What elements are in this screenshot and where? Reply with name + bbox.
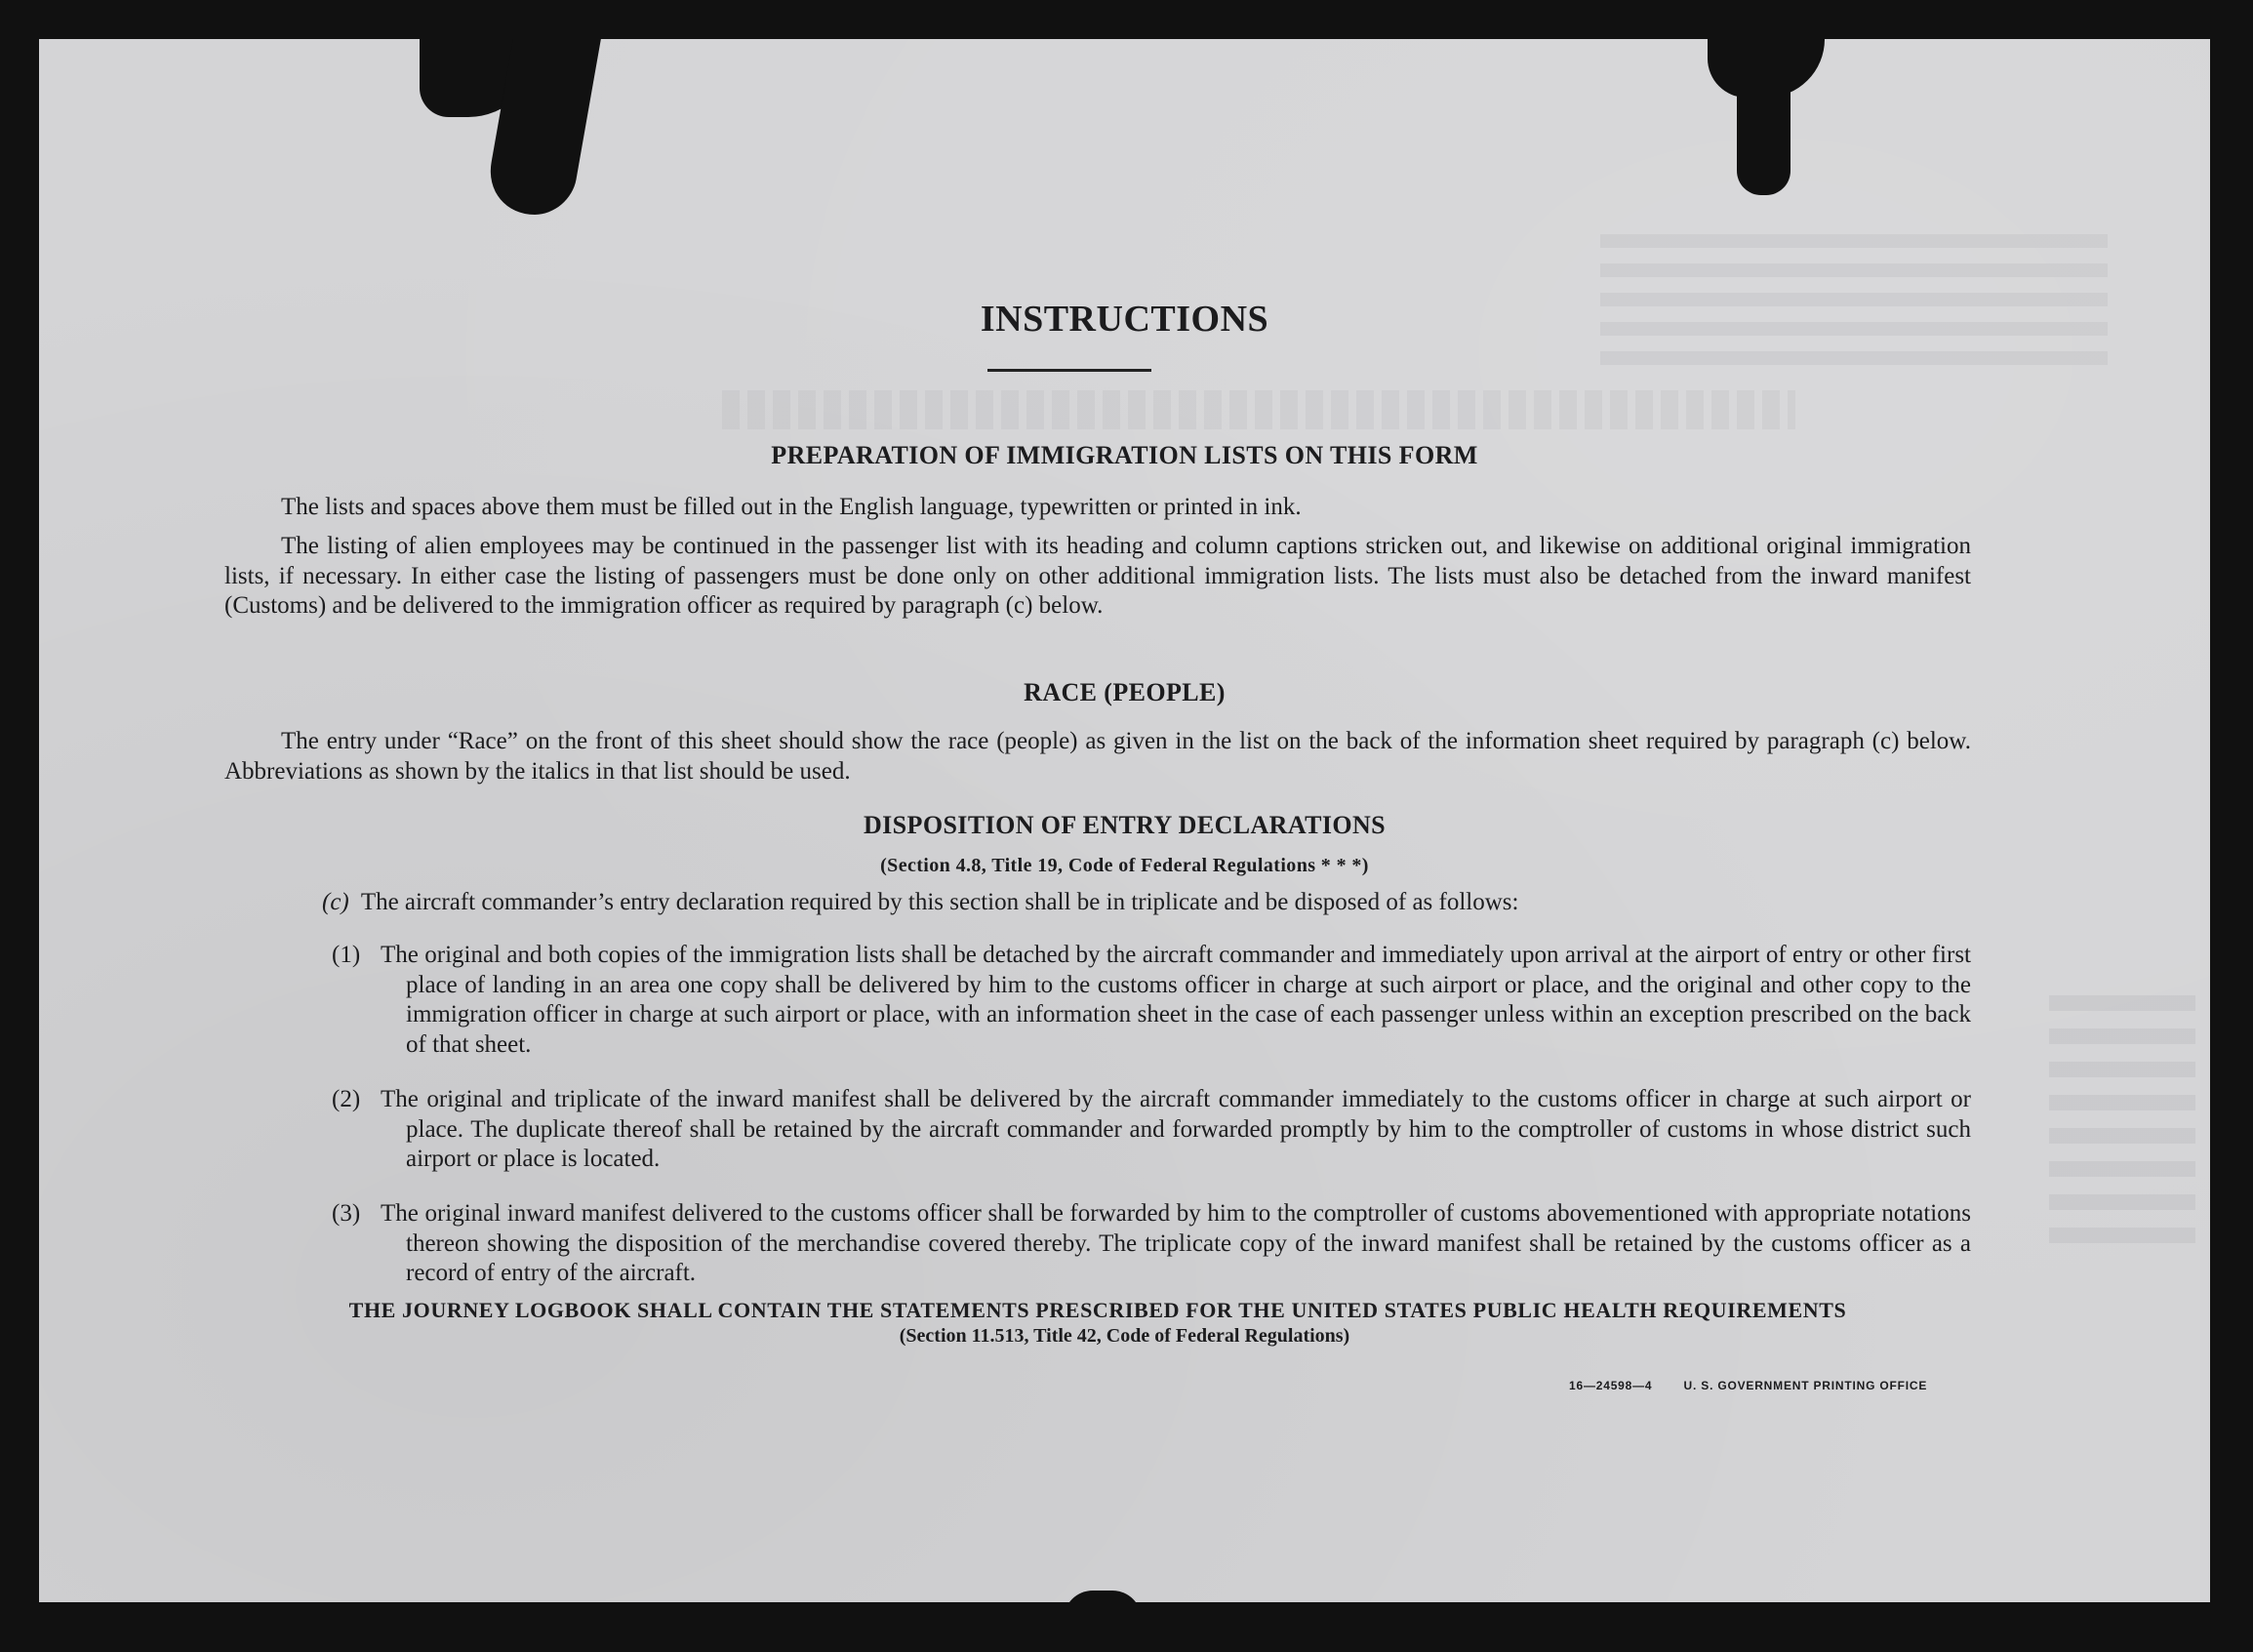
footer-reference: (Section 11.513, Title 42, Code of Federal Regulations) bbox=[899, 1325, 1350, 1347]
item-text: The original and triplicate of the inward manifest shall be delivered by the aircraft commander immediately to the customs officer in charge at such airport or place. The duplicate thereof shall be retained by the aircraft commander and forwarded promptly by him to the comptroller of customs in whose district such airport or place is located. bbox=[381, 1086, 1971, 1172]
print-code: 16—24598—4 bbox=[1569, 1379, 1653, 1392]
instructions-content bbox=[39, 39, 2210, 1602]
disposition-subheading: (Section 4.8, Title 19, Code of Federal Regulations * * *) bbox=[880, 855, 1369, 876]
page-title: INSTRUCTIONS bbox=[980, 299, 1269, 340]
intro-text: The aircraft commander’s entry declaration required by this section shall be in triplicate and be disposed of as follows: bbox=[360, 889, 1519, 915]
section-heading-preparation: PREPARATION OF IMMIGRATION LISTS ON THIS FORM bbox=[771, 441, 1478, 469]
printer-imprint bbox=[1569, 1379, 1927, 1392]
preparation-paragraph-1: The lists and spaces above them must be filled out in the English language, typewritten or printed in ink. bbox=[281, 494, 1302, 520]
item-text: The original and both copies of the immigration lists shall be detached by the aircraft commander and immediately upon arrival at the airport of entry or other first place of landing in an area one copy shall be delivered by him to the customs officer in charge at such airport or place, and the original and other copy to the immigration officer in charge at such airport or place, with an information sheet in the case of each passenger unless within an exception prescribed on the back of that sheet. bbox=[381, 942, 1971, 1058]
item-number: (3) bbox=[332, 1200, 361, 1227]
section-heading-disposition: DISPOSITION OF ENTRY DECLARATIONS bbox=[863, 811, 1387, 839]
item-number: (2) bbox=[332, 1086, 361, 1112]
list-item bbox=[332, 1199, 1971, 1289]
list-item bbox=[332, 1085, 1971, 1175]
intro-label: (c) bbox=[322, 889, 349, 915]
item-number: (1) bbox=[332, 942, 361, 968]
document-sheet bbox=[39, 39, 2210, 1602]
preparation-paragraph-2: The listing of alien employees may be continued in the passenger list with its heading and column captions stricken out, and likewise on additional original immigration lists, if necessary. In either case the listing of passengers must be done only on other additional immigration lists. The lists must also be detached from the inward manifest (Customs) and be delivered to the immigration officer as required by paragraph (c) below. bbox=[224, 533, 1971, 619]
footer-statement: THE JOURNEY LOGBOOK SHALL CONTAIN THE STATEMENTS PRESCRIBED FOR THE UNITED STATES PUBLIC HEALTH REQUIREMENTS bbox=[348, 1298, 1847, 1322]
printer-name: U. S. GOVERNMENT PRINTING OFFICE bbox=[1683, 1379, 1928, 1392]
section-heading-race: RACE (PEOPLE) bbox=[1024, 678, 1226, 706]
race-paragraph: The entry under “Race” on the front of this sheet should show the race (people) as given in the list on the back of the information sheet required by paragraph (c) below. Abbreviations as shown by the italics in that list should be used. bbox=[224, 728, 1971, 785]
item-text: The original inward manifest delivered to the customs officer shall be forwarded by him to the comptroller of customs abovementioned with appropriate notations thereon showing the disposition of the merchandise covered thereby. The triplicate copy of the inward manifest shall be retained by the customs officer as a record of entry of the aircraft. bbox=[381, 1200, 1971, 1286]
list-item bbox=[332, 941, 1971, 1060]
disposition-intro bbox=[322, 888, 1971, 918]
title-underline bbox=[987, 369, 1151, 372]
